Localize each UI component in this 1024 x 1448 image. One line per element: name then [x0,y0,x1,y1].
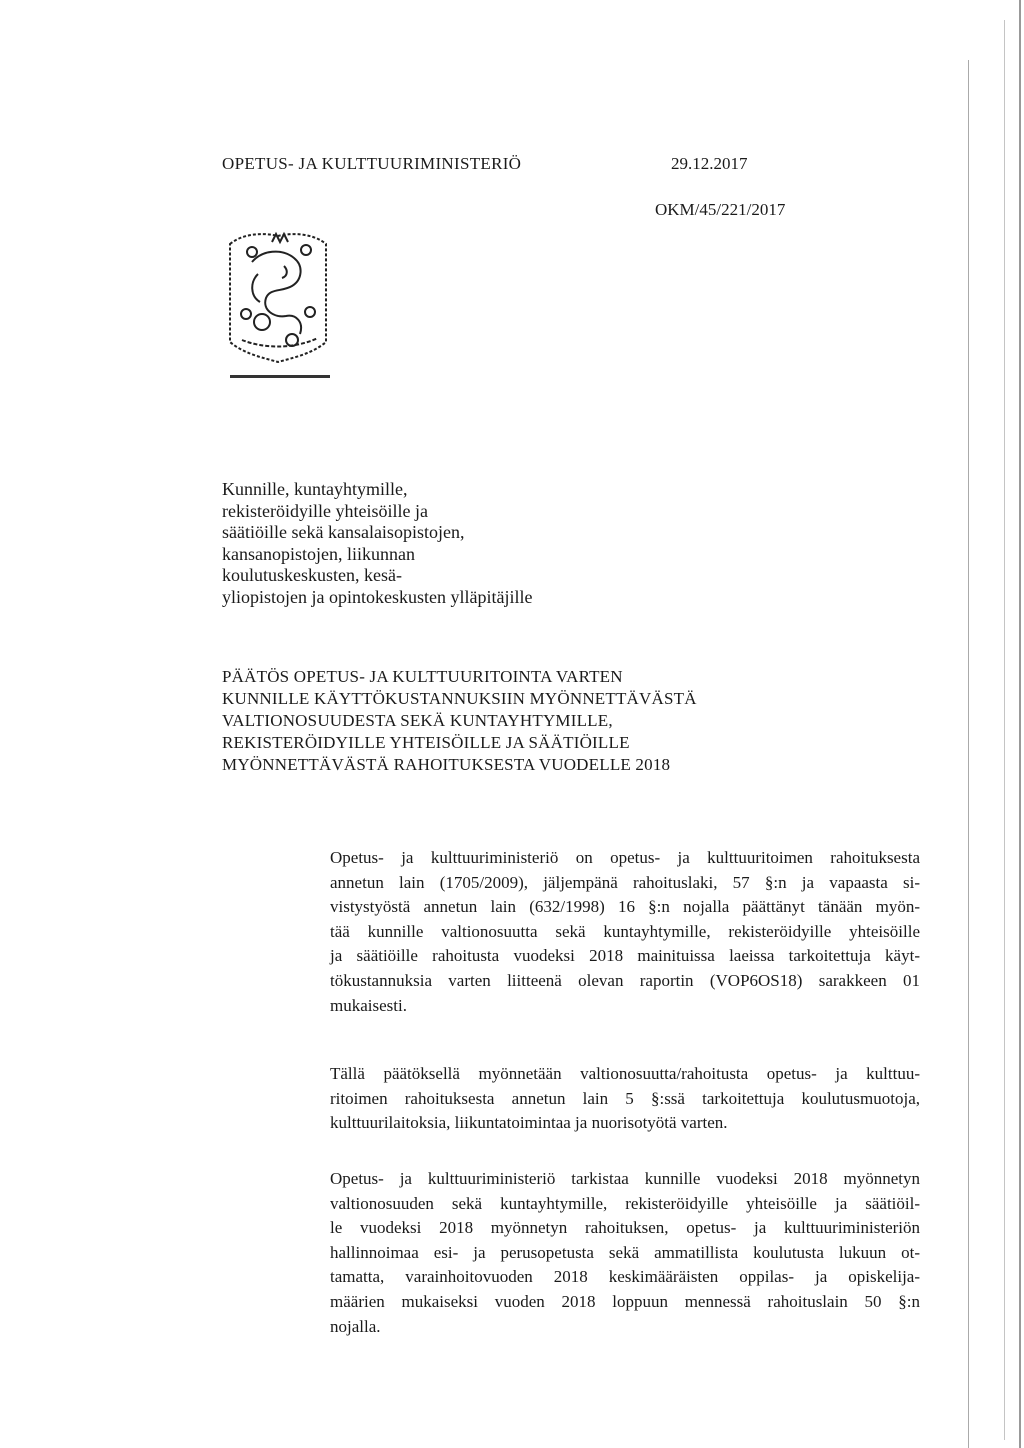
paragraph-line: kulttuurilaitoksia, liikuntatoimintaa ja nuorisotyötä varten. [330,1113,728,1133]
paragraph-line: määrien mukaiseksi vuoden 2018 loppuun mennessä rahoituslain 50 §:n [330,1291,920,1311]
paragraph-line: ja säätiöille rahoitusta vuodeksi 2018 mainituissa laeissa tarkoitettuja käyt- [330,946,920,966]
title-line: VALTIONOSUUDESTA SEKÄ KUNTAYHTYMILLE, [222,711,613,730]
addressee-line: kansanopistojen, liikunnan [222,543,415,564]
paragraph-line: le vuodeksi 2018 myönnetyn rahoituksen, opetus- ja kulttuuriministeriön [330,1218,920,1238]
paragraph-line: vistystyöstä annetun lain (632/1998) 16 §:n nojalla päättänyt tänään myön- [330,897,920,917]
paragraph-line: nojalla. [330,1316,381,1336]
title-line: REKISTERÖIDYILLE YHTEISÖILLE JA SÄÄTIÖILLE [222,733,630,752]
paragraph-line: ritoimen rahoituksesta annetun lain 5 §:ssä tarkoitettuja koulutusmuotoja, [330,1088,920,1108]
title-line: KUNNILLE KÄYTTÖKUSTANNUKSIIN MYÖNNETTÄVÄSTÄ [222,689,697,708]
paragraph-line: Opetus- ja kulttuuriministeriö tarkistaa kunnille vuodeksi 2018 myönnetyn [330,1169,920,1188]
addressee-line: Kunnille, kuntayhtymille, [222,479,408,499]
paragraph-line: Opetus- ja kulttuuriministeriö on opetus- ja kulttuuritoimen rahoituksesta [330,848,920,867]
addressee-line: säätiöille sekä kansalaisopistojen, [222,522,465,543]
paragraph-line: mukaisesti. [330,995,407,1015]
paragraph-line: tää kunnille valtionosuutta sekä kuntayhtymille, rekisteröidyille yhteisöille [330,921,920,941]
paragraph-line: tamatta, varainhoitovuoden 2018 keskimääräisten oppilas- ja opiskelija- [330,1267,920,1287]
body-paragraph-3 [330,1167,920,1339]
title-line: MYÖNNETTÄVÄSTÄ RAHOITUKSESTA VUODELLE 2018 [222,755,671,774]
body-paragraph-2 [330,1062,920,1136]
ministry-name: OPETUS- JA KULTTUURIMINISTERIÖ [222,154,522,173]
scan-edge-line [1004,20,1005,1440]
paragraph-line: hallinnoimaa esi- ja perusopetusta sekä ammatillista koulutusta lukuun ot- [330,1242,920,1262]
title-line: PÄÄTÖS OPETUS- JA KULTTUURITOINTA VARTEN [222,667,623,686]
document-date: 29.12.2017 [671,154,748,173]
paragraph-line: valtionosuuden sekä kuntayhtymille, rekisteröidyille yhteisöille ja säätiöil- [330,1193,920,1213]
body-paragraph-1 [330,846,920,1018]
paragraph-line: tökustannuksia varten liitteenä olevan raportin (VOP6OS18) sarakkeen 01 [330,970,920,990]
addressee-block [222,479,582,609]
scan-edge-line [1019,0,1021,1448]
paragraph-line: Tällä päätöksellä myönnetään valtionosuutta/rahoitusta opetus- ja kulttuu- [330,1064,920,1083]
finnish-coat-of-arms-icon [222,222,334,382]
paragraph-line: annetun lain (1705/2009), jäljempänä rahoituslaki, 57 §:n ja vapaasta si- [330,872,920,892]
scan-edge-line [968,60,969,1448]
reference-number: OKM/45/221/2017 [655,200,786,219]
decision-title [222,666,782,776]
addressee-line: koulutuskeskusten, kesä- [222,565,402,586]
addressee-line: yliopistojen ja opintokeskusten ylläpitäjille [222,586,533,607]
addressee-line: rekisteröidyille yhteisöille ja [222,500,428,521]
